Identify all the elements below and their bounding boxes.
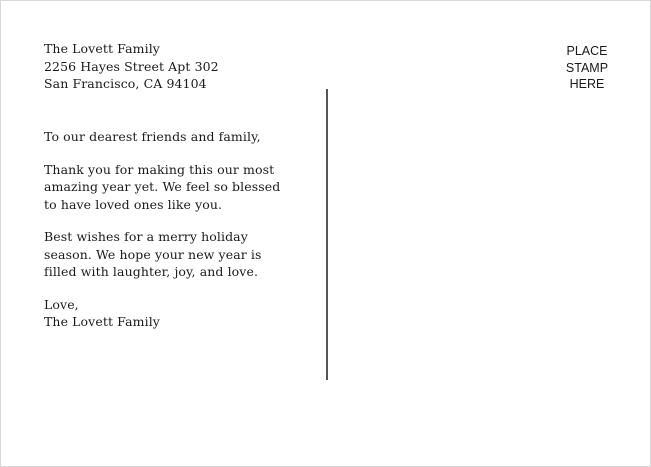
message-signoff xyxy=(44,296,304,331)
paragraph-2-line: filled with laughter, joy, and love. xyxy=(44,264,259,279)
message-paragraph-2 xyxy=(44,228,304,281)
stamp-placeholder xyxy=(546,43,628,93)
return-address-street: 2256 Hayes Street Apt 302 xyxy=(44,58,219,74)
greeting-line: To our dearest friends and family, xyxy=(44,129,261,144)
paragraph-1-line: amazing year yet. We feel so blessed xyxy=(44,179,281,194)
closing-line: Love, xyxy=(44,296,79,312)
return-address-name: The Lovett Family xyxy=(44,41,160,56)
message-paragraph-1 xyxy=(44,161,304,214)
signature-line: The Lovett Family xyxy=(44,314,160,329)
paragraph-1-line: to have loved ones like you. xyxy=(44,196,223,212)
paragraph-1-line: Thank you for making this our most xyxy=(44,161,275,177)
paragraph-2-line: season. We hope your new year is xyxy=(44,246,262,262)
message-body xyxy=(44,128,304,346)
return-address xyxy=(44,40,219,93)
center-divider xyxy=(326,89,328,380)
stamp-line: HERE xyxy=(569,77,605,91)
message-greeting xyxy=(44,128,304,146)
return-address-city: San Francisco, CA 94104 xyxy=(44,76,207,91)
paragraph-2-line: Best wishes for a merry holiday xyxy=(44,229,248,244)
stamp-line: STAMP xyxy=(565,60,609,75)
stamp-line: PLACE xyxy=(566,44,608,58)
